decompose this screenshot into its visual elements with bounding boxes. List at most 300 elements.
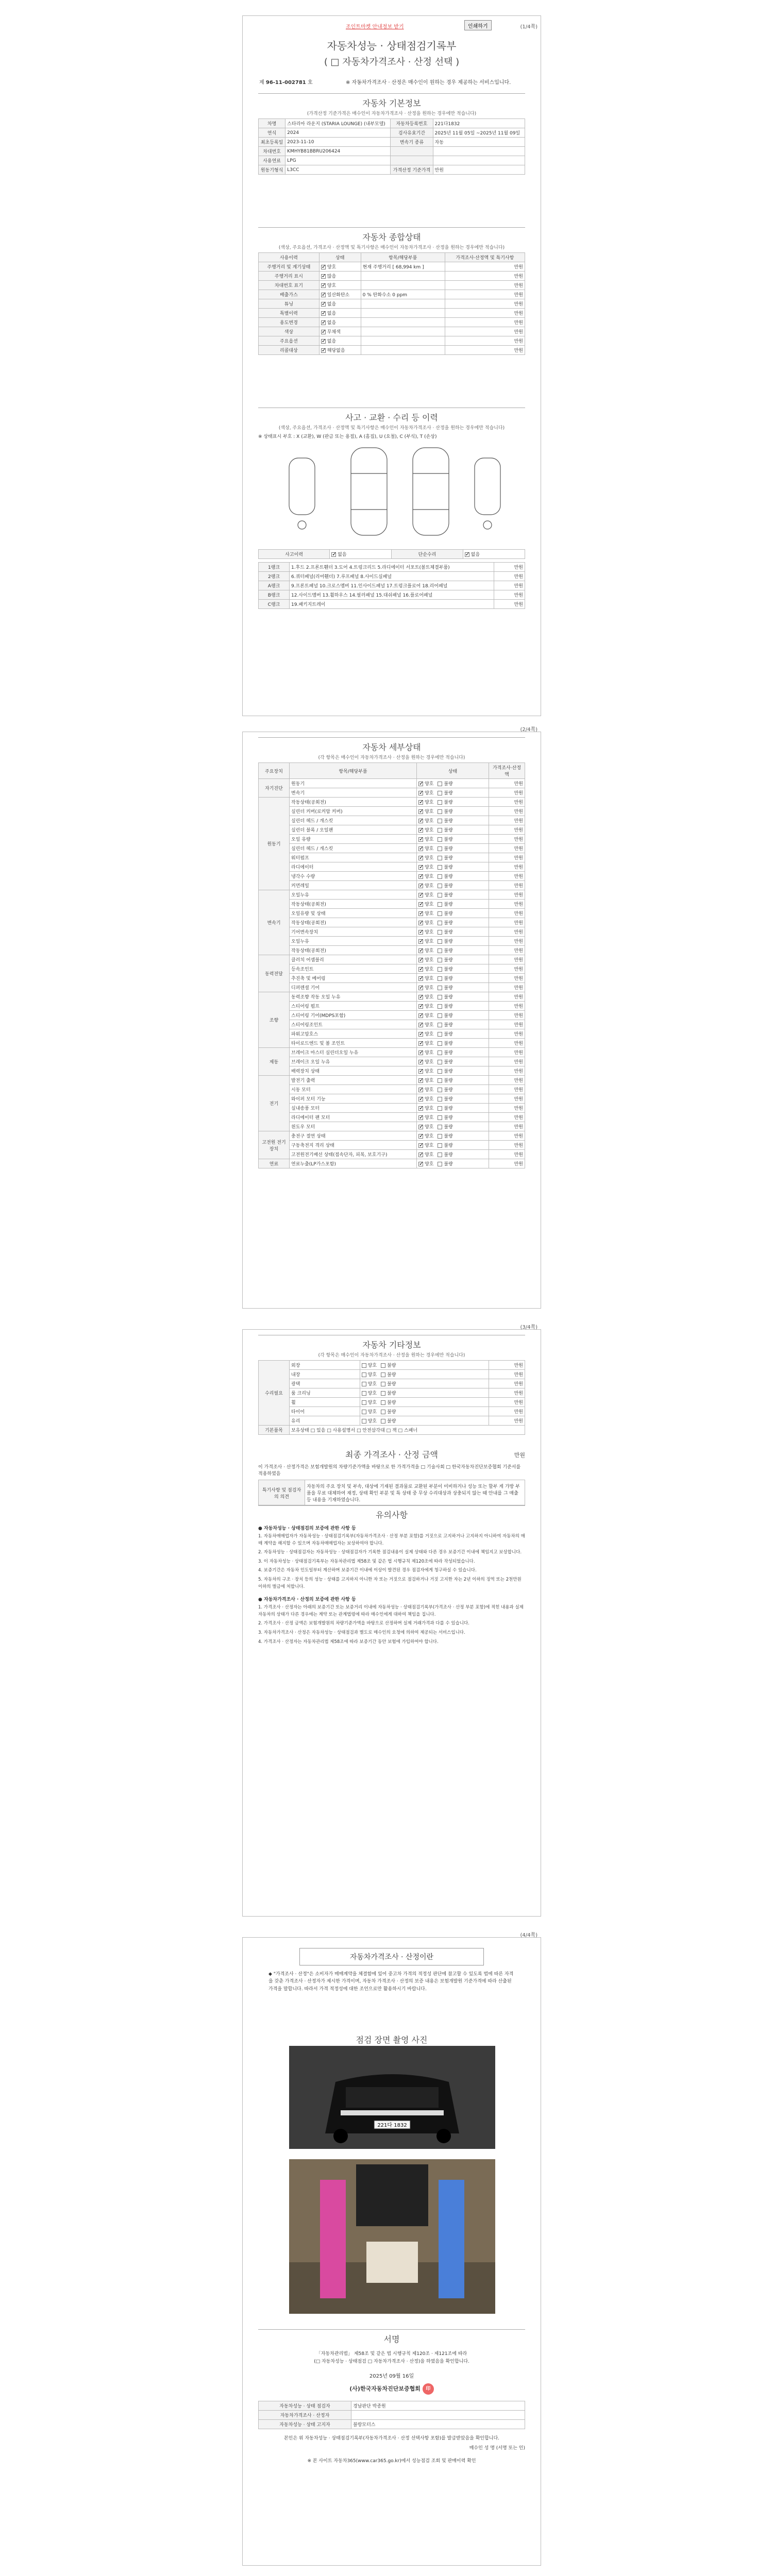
status-note	[361, 309, 445, 318]
status-good-label: 양호	[425, 1050, 434, 1056]
detail-price: 만원	[489, 1141, 525, 1150]
detail-price: 만원	[489, 1085, 525, 1094]
detail-price: 만원	[489, 1104, 525, 1113]
status-key: 주행거리 표시	[259, 272, 320, 281]
checkbox-unchecked	[438, 828, 442, 833]
detail-item: 발전기 출력	[290, 1076, 417, 1085]
detail-price: 만원	[489, 1039, 525, 1048]
detail-price: 만원	[489, 1011, 525, 1020]
detail-item: 작동상태(공회전)	[290, 946, 417, 955]
checkbox-checked	[418, 902, 423, 907]
detail-item: 기어변속장치	[290, 927, 417, 937]
checkbox-unchecked	[438, 809, 442, 814]
detail-price: 만원	[489, 955, 525, 964]
special-notes-label: 특기사항 및 점검자의 의견	[259, 1480, 305, 1506]
checkbox-unchecked	[362, 1410, 366, 1414]
detail-item: 실린더 블록 / 오일팬	[290, 825, 417, 835]
report-page-2	[242, 727, 541, 1309]
detail-row	[259, 1029, 525, 1039]
detail-row	[259, 881, 525, 890]
checkbox-checked	[418, 1088, 423, 1092]
status-good-label: 양호	[425, 1023, 434, 1028]
checkbox-checked	[418, 846, 423, 851]
receipt-sign: 매수인 성 명 (서명 또는 인)	[469, 2446, 525, 2451]
extra-group: 수리필요	[259, 1361, 290, 1426]
parts-rank-table	[258, 562, 525, 609]
checkbox-unchecked	[438, 902, 442, 907]
checkbox-unchecked	[362, 1382, 366, 1386]
checkbox-unchecked	[438, 837, 442, 842]
status-price: 만원	[445, 309, 525, 318]
checkbox-checked	[418, 939, 423, 944]
checkbox-unchecked	[438, 856, 442, 860]
detail-status	[417, 1029, 489, 1039]
basic-key-2: 변속기 종류	[391, 138, 433, 147]
report-page-1	[242, 15, 541, 716]
basic-key: 차대번호	[259, 147, 285, 156]
status-bad-label: 불량	[387, 1363, 396, 1368]
extra-price: 만원	[489, 1398, 525, 1407]
signer-role: 자동차성능 · 상태 점검자	[259, 2401, 351, 2411]
status-note: 현재 주행거리 [ 68,994 km ]	[361, 262, 445, 272]
status-table	[258, 252, 525, 355]
checkbox-unchecked	[438, 930, 442, 935]
checkbox-unchecked	[438, 1143, 442, 1148]
checkbox-unchecked	[362, 1391, 366, 1396]
status-bad-label: 불량	[444, 995, 453, 1000]
detail-status	[417, 1066, 489, 1076]
basic-value: LPG	[285, 156, 391, 165]
detail-price: 만원	[489, 807, 525, 816]
detail-price: 만원	[489, 779, 525, 788]
status-bad-label: 불량	[444, 1143, 453, 1148]
detail-price: 만원	[489, 862, 525, 872]
parts-items: 12.사이드멤버 13.휠하우스 14.필러패널 15.대쉬패널 16.플로어패널	[290, 590, 494, 600]
checkbox-checked	[418, 837, 423, 842]
status-good-label: 양호	[367, 1400, 377, 1405]
detail-row	[259, 1057, 525, 1066]
detail-price: 만원	[489, 927, 525, 937]
extra-title: 자동차 기타정보	[258, 1335, 525, 1350]
accident-legend: ※ 상태표시 부호 : X (교환), W (판금 또는 용접), A (흠집), U (요철), C (부식), T (손상)	[258, 434, 437, 439]
detail-price: 만원	[489, 974, 525, 983]
checkbox-checked	[418, 911, 423, 916]
detail-row	[259, 992, 525, 1002]
license-plate: 221다 1832	[377, 2123, 407, 2128]
checkbox-checked	[418, 828, 423, 833]
checkbox-unchecked	[438, 1115, 442, 1120]
detail-status	[417, 1085, 489, 1094]
extra-status	[360, 1370, 489, 1379]
detail-item: 배력장치 상태	[290, 1066, 417, 1076]
detail-row	[259, 1039, 525, 1048]
detail-status	[417, 853, 489, 862]
detail-status	[417, 983, 489, 992]
detail-row	[259, 1141, 525, 1150]
detail-item: 라디에이터 팬 모터	[290, 1113, 417, 1122]
status-price: 만원	[445, 281, 525, 290]
detail-status	[417, 992, 489, 1002]
detail-status	[417, 1039, 489, 1048]
detail-status	[417, 1141, 489, 1150]
base-items-value: 보유상태 □ 있음 □ 사용설명서 □ 안전삼각대 □ 잭 □ 스패너	[290, 1426, 525, 1435]
detail-price: 만원	[489, 890, 525, 900]
status-note	[361, 318, 445, 327]
detail-item: 워터펌프	[290, 853, 417, 862]
detail-group: 조향	[259, 992, 290, 1048]
status-bad-label: 불량	[444, 819, 453, 824]
detail-status	[417, 1011, 489, 1020]
checkbox-unchecked	[438, 921, 442, 925]
status-row	[259, 309, 525, 318]
guide-title: 자동차가격조사 · 산정이란	[299, 1948, 484, 1965]
detail-item: 디퍼렌셜 기어	[290, 983, 417, 992]
status-good-label: 양호	[425, 782, 434, 787]
status-good-label: 양호	[425, 967, 434, 972]
inspection-photo-lift	[289, 2159, 495, 2314]
status-note	[361, 299, 445, 309]
detail-item: 실내송풍 모터	[290, 1104, 417, 1113]
detail-status	[417, 1150, 489, 1159]
detail-group: 자기진단	[259, 779, 290, 798]
detail-item: 와이퍼 모터 기능	[290, 1094, 417, 1104]
status-value	[319, 299, 361, 309]
detail-price: 만원	[489, 798, 525, 807]
checkbox-unchecked	[438, 1097, 442, 1101]
status-note	[361, 336, 445, 346]
detail-item: 라디에이터	[290, 862, 417, 872]
detail-item: 스티어링 기어(MDPS포함)	[290, 1011, 417, 1020]
parts-row	[259, 581, 525, 590]
basic-value-2	[433, 156, 525, 165]
status-bad-label: 불량	[444, 948, 453, 954]
status-row	[259, 346, 525, 355]
caution-line: 3. 자동차가격조사 · 산정은 자동차성능 · 상태점검과 별도로 매수인의 요청에 의하여 제공되는 서비스입니다.	[258, 1630, 465, 1635]
checkbox-checked	[418, 856, 423, 860]
final-price-note: 이 가격조사 · 산정가격은 보험개발원의 차량기준가액을 바탕으로 한 가격가격을 □ 기술사회 □ 한국자동차진단보증협회 기준서를 적용하였음	[258, 1465, 521, 1477]
checkbox-unchecked	[381, 1372, 385, 1377]
car-bottom-view	[413, 448, 449, 535]
extra-row	[259, 1388, 525, 1398]
detail-row	[259, 1002, 525, 1011]
extra-status	[360, 1416, 489, 1426]
receipt-text: 본인은 위 자동차성능 · 상태점검기록부(자동차가격조사 · 산정 선택사항 포함)를 발급받았음을 확인합니다.	[283, 2436, 500, 2441]
extra-row	[259, 1370, 525, 1379]
car-diagram	[258, 443, 526, 546]
document-title: 자동차성능 · 상태점검기록부	[327, 40, 457, 52]
checkbox-unchecked	[438, 1050, 442, 1055]
basic-value-2: 자동	[433, 138, 525, 147]
guide-text: ◆ "가격조사 · 산정"은 소비자가 매매계약을 체결함에 있어 중고차 가격의 적정성 판단에 참고할 수 있도록 법에 따른 자격을 갖춘 가격조사 · 산정자가 제시한 가격이며, 자동차 가격조사 · 산정의 보증 내용은 보험개발원 기준가격에 따라 산출된 가격을 말합니다. 따라서 가격 적정성에 대한 조언으로만 활용하시기 바랍니다.	[268, 1972, 514, 1992]
detail-group: 연료	[259, 1159, 290, 1168]
status-bad-label: 불량	[444, 1153, 453, 1158]
detail-price: 만원	[489, 825, 525, 835]
signer-name: 경남판단 박종원	[351, 2401, 525, 2411]
status-good-label: 양호	[367, 1410, 377, 1415]
status-note	[361, 272, 445, 281]
checkbox-unchecked	[438, 1088, 442, 1092]
status-head-0: 사용이력	[259, 253, 320, 262]
status-value-label: 많음	[327, 274, 337, 279]
status-good-label: 양호	[425, 902, 434, 907]
detail-price: 만원	[489, 1020, 525, 1029]
status-key: 특별이력	[259, 309, 320, 318]
basic-key-2: 가격산정 기준가격	[391, 165, 433, 175]
basic-value-2: 만원	[433, 165, 525, 175]
checkbox-checked	[418, 967, 423, 972]
extra-item: 광택	[290, 1379, 360, 1388]
status-bad-label: 불량	[387, 1372, 396, 1378]
print-button[interactable]: 인쇄하기	[464, 20, 492, 30]
basic-key-2	[391, 147, 433, 156]
parts-items: 6.쿼터패널(리어휀더) 7.루프패널 8.사이드실패널	[290, 572, 494, 581]
status-price: 만원	[445, 272, 525, 281]
status-key: 용도변경	[259, 318, 320, 327]
detail-item: 파워고압호스	[290, 1029, 417, 1039]
detail-row	[259, 955, 525, 964]
detail-status	[417, 909, 489, 918]
extra-item: 휠	[290, 1398, 360, 1407]
status-row	[259, 318, 525, 327]
parts-row	[259, 563, 525, 572]
checkbox-checked	[418, 1162, 423, 1166]
checkbox-checked	[321, 265, 326, 269]
basic-info-sub: (가격산정 기준가격은 매수인이 자동차가격조사 · 산정을 원하는 경우에만 적습니다)	[307, 111, 477, 116]
status-good-label: 양호	[425, 939, 434, 944]
status-bad-label: 불량	[444, 782, 453, 787]
status-good-label: 양호	[425, 930, 434, 935]
status-value-label: 해당없음	[327, 348, 345, 353]
signer-role: 자동차성능 · 상태 고지자	[259, 2420, 351, 2429]
detail-item: 브레이크 마스터 실린더오일 누유	[290, 1048, 417, 1057]
checkbox-checked	[418, 1143, 423, 1148]
checkbox-unchecked	[381, 1400, 385, 1405]
status-bad-label: 불량	[387, 1410, 396, 1415]
detail-item: 등속조인트	[290, 964, 417, 974]
detail-status	[417, 918, 489, 927]
checkbox-unchecked	[438, 1125, 442, 1129]
status-good-label: 양호	[425, 865, 434, 870]
detail-price: 만원	[489, 844, 525, 853]
status-bad-label: 불량	[444, 846, 453, 852]
status-good-label: 양호	[425, 791, 434, 796]
status-value	[319, 272, 361, 281]
detail-price: 만원	[489, 946, 525, 955]
detail-price: 만원	[489, 881, 525, 890]
status-good-label: 양호	[425, 1153, 434, 1158]
status-bad-label: 불량	[444, 1050, 453, 1056]
document-number: 제 96-11-002781 호	[259, 80, 313, 86]
final-price-title: 최종 가격조사 · 산정 금액	[345, 1450, 438, 1460]
status-bad-label: 불량	[444, 809, 453, 815]
basic-key: 최초등록일	[259, 138, 285, 147]
checkbox-unchecked	[438, 874, 442, 879]
status-head-2: 항목/해당부품	[361, 253, 445, 262]
status-good-label: 양호	[425, 1060, 434, 1065]
extra-sub: (각 항목은 매수인이 자동차가격조사 · 산정을 원하는 경우에만 적습니다)	[318, 1353, 465, 1358]
signer-row	[259, 2401, 525, 2411]
status-bad-label: 불량	[387, 1419, 396, 1424]
detail-price: 만원	[489, 1066, 525, 1076]
detail-status	[417, 1048, 489, 1057]
extra-table	[258, 1360, 525, 1435]
status-bad-label: 불량	[444, 800, 453, 805]
checkbox-checked	[418, 1041, 423, 1046]
checkbox-unchecked	[381, 1382, 385, 1386]
detail-group: 변속기	[259, 890, 290, 955]
detail-status	[417, 927, 489, 937]
signer-role: 자동차가격조사 · 산정자	[259, 2411, 351, 2420]
status-title: 자동차 종합상태	[258, 227, 525, 243]
status-bad-label: 불량	[444, 837, 453, 842]
checkbox-checked	[321, 302, 326, 307]
detail-item: 커먼레일	[290, 881, 417, 890]
status-price: 만원	[445, 290, 525, 299]
status-value-label: 무채색	[327, 330, 341, 335]
checkbox-unchecked	[381, 1419, 385, 1423]
status-good-label: 양호	[425, 1013, 434, 1019]
detail-item: 실린더 헤드 / 개스킷	[290, 816, 417, 825]
detail-item: 실린더 헤드 / 개스킷	[290, 844, 417, 853]
basic-info-title: 자동차 기본정보	[258, 93, 525, 109]
basic-row	[259, 147, 525, 156]
detail-row	[259, 964, 525, 974]
checkbox-checked	[418, 791, 423, 795]
status-bad-label: 불량	[444, 1023, 453, 1028]
checkbox-unchecked	[438, 865, 442, 870]
parts-rank: A랭크	[259, 581, 290, 590]
status-bad-label: 불량	[444, 1106, 453, 1111]
checkbox-unchecked	[438, 948, 442, 953]
checkbox-unchecked	[438, 1060, 442, 1064]
status-bad-label: 불량	[444, 986, 453, 991]
extra-status	[360, 1361, 489, 1370]
detail-head-2: 상태	[417, 763, 489, 779]
accident-title: 사고 · 교환 · 수리 등 이력	[258, 408, 525, 423]
checkbox-checked	[418, 1153, 423, 1157]
basic-key: 차명	[259, 119, 285, 128]
checkbox-unchecked	[438, 846, 442, 851]
checkbox-checked	[418, 1050, 423, 1055]
extra-status	[360, 1379, 489, 1388]
checkbox-unchecked	[381, 1410, 385, 1414]
status-section	[258, 227, 525, 355]
detail-item: 작동상태(공회전)	[290, 798, 417, 807]
caution-line: 4. 보증기간은 자동차 인도일부터 계산하며 보증기간 이내에 이상이 발견된 경우 점검자에게 청구하실 수 있습니다.	[258, 1568, 477, 1573]
detail-sub: (각 항목은 매수인이 자동차가격조사 · 산정을 원하는 경우에만 적습니다)	[318, 755, 465, 760]
checkbox-checked	[418, 986, 423, 990]
status-good-label: 양호	[425, 884, 434, 889]
detail-row	[259, 1094, 525, 1104]
status-bad-label: 불량	[444, 791, 453, 796]
checkbox-checked	[418, 1078, 423, 1083]
extra-row	[259, 1407, 525, 1416]
parts-price: 만원	[494, 572, 525, 581]
checkbox-checked	[418, 819, 423, 823]
status-bad-label: 불량	[444, 828, 453, 833]
basic-value-2: 221다1832	[433, 119, 525, 128]
detail-item: 브레이크 오일 누유	[290, 1057, 417, 1066]
detail-row	[259, 798, 525, 807]
status-note	[361, 281, 445, 290]
status-note	[361, 346, 445, 355]
detail-group: 고전원 전기장치	[259, 1131, 290, 1159]
detail-status	[417, 1020, 489, 1029]
checkbox-checked	[321, 320, 326, 325]
status-good-label: 양호	[367, 1391, 377, 1396]
status-bad-label: 불량	[444, 1013, 453, 1019]
status-bad-label: 불량	[444, 1125, 453, 1130]
detail-item: 동력조향 작동 오일 누유	[290, 992, 417, 1002]
notice-link[interactable]: 조인트마켓 안내정보 받기	[346, 24, 404, 30]
detail-status	[417, 1113, 489, 1122]
detail-price: 만원	[489, 1048, 525, 1057]
detail-row	[259, 900, 525, 909]
detail-group: 원동기	[259, 798, 290, 890]
checkbox-checked	[418, 1032, 423, 1037]
detail-price: 만원	[489, 1094, 525, 1104]
status-value-label: 없음	[327, 320, 337, 326]
detail-row	[259, 890, 525, 900]
detail-row	[259, 1159, 525, 1168]
extra-row	[259, 1416, 525, 1426]
checkbox-unchecked	[381, 1363, 385, 1368]
detail-row	[259, 788, 525, 798]
detail-group: 전기	[259, 1076, 290, 1131]
status-good-label: 양호	[367, 1419, 377, 1424]
sign-law-2: (□ 자동차성능 · 상태점검 □ 자동차가격조사 · 산정)을 하였음을 확인합니다.	[314, 2359, 469, 2364]
basic-value-2	[433, 147, 525, 156]
detail-item: 윈도우 모터	[290, 1122, 417, 1131]
detail-status	[417, 964, 489, 974]
base-items-label: 기본품목	[259, 1426, 290, 1435]
status-bad-label: 불량	[444, 1162, 453, 1167]
status-bad-label: 불량	[444, 1134, 453, 1139]
parts-items: 9.프론트패널 10.크로스멤버 11.인사이드패널 17.트렁크플로어 18.리어패널	[290, 581, 494, 590]
caution-section	[258, 1505, 525, 1648]
detail-price: 만원	[489, 909, 525, 918]
detail-price: 만원	[489, 1131, 525, 1141]
detail-item: 오일 유량	[290, 835, 417, 844]
parts-rank: 1랭크	[259, 563, 290, 572]
detail-group: 동력전달	[259, 955, 290, 992]
status-row	[259, 327, 525, 336]
checkbox-checked	[321, 348, 326, 353]
status-value-label: 양호	[327, 283, 337, 289]
signer-row	[259, 2411, 525, 2420]
status-bad-label: 불량	[444, 1060, 453, 1065]
parts-items: 19.패키지트레이	[290, 600, 494, 609]
detail-row	[259, 946, 525, 955]
extra-item: 룸 크리닝	[290, 1388, 360, 1398]
status-bad-label: 불량	[444, 1032, 453, 1037]
checkbox-checked	[418, 948, 423, 953]
checkbox-checked	[418, 930, 423, 935]
checkbox-checked	[418, 1115, 423, 1120]
checkbox-unchecked	[438, 893, 442, 897]
status-good-label: 양호	[425, 1041, 434, 1046]
signer-row	[259, 2420, 525, 2429]
detail-status	[417, 835, 489, 844]
detail-row	[259, 974, 525, 983]
basic-key: 원동기형식	[259, 165, 285, 175]
detail-item: 냉각수 수량	[290, 872, 417, 881]
status-head-3: 가격조사·산정액 및 특기사항	[445, 253, 525, 262]
checkbox-unchecked	[438, 782, 442, 786]
caution-line: 1. 가격조사 · 산정자는 아래의 보증기간 또는 보증거리 이내에 자동차성능 · 상태점검기록부(가격조사 · 산정 부분 포함)에 적힌 내용과 실제 자동차의 상태가 다른 경우에는 계약 또는 관계법령에 따라 매수인에게 대하여 책임을 집니다.	[258, 1605, 524, 1617]
checkbox-unchecked	[438, 1041, 442, 1046]
detail-status	[417, 937, 489, 946]
